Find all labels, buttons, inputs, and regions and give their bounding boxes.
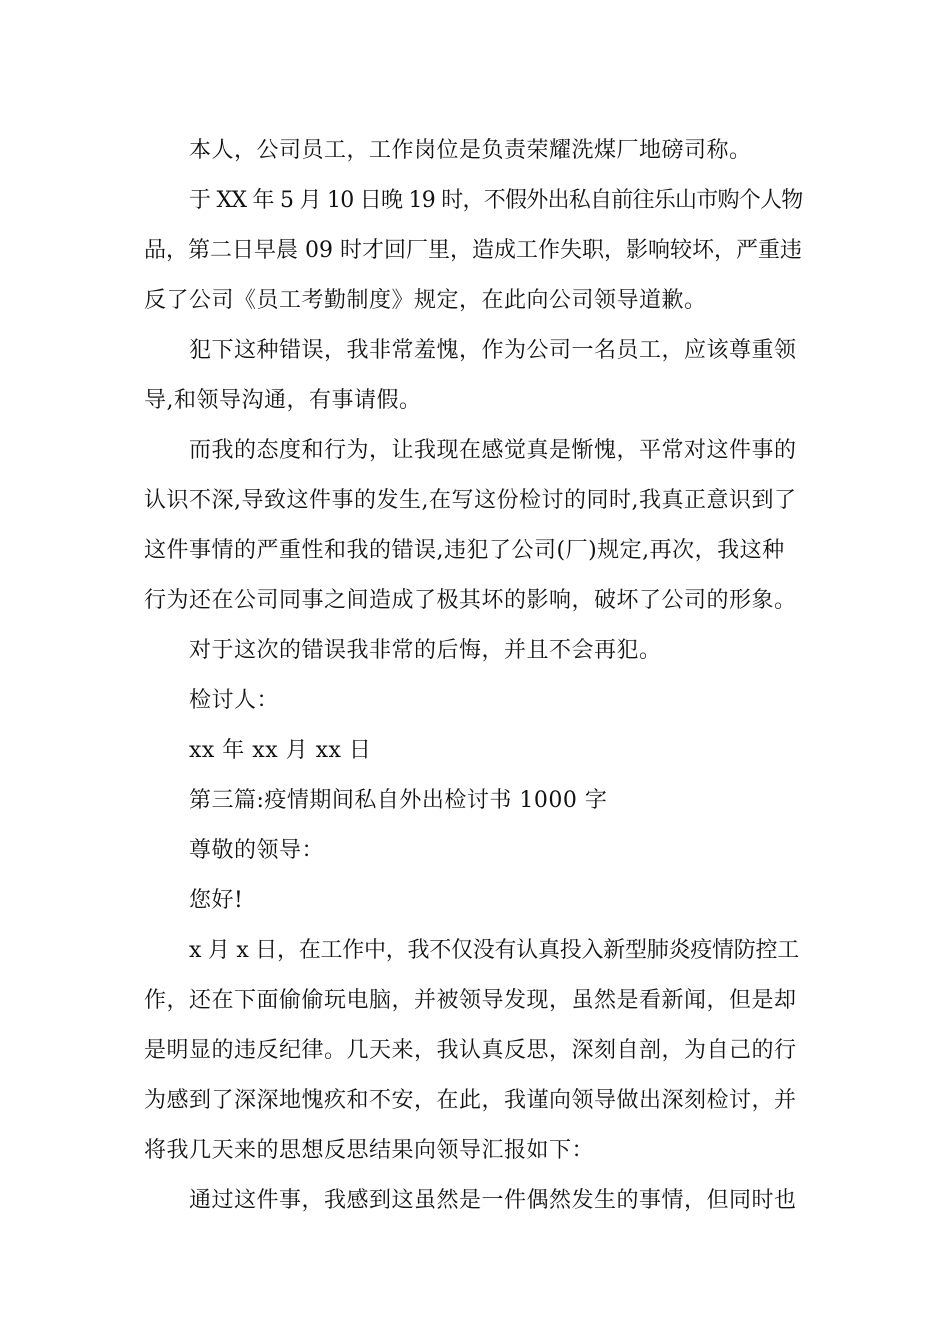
salutation: 尊敬的领导： [189,838,325,863]
signature-label: 检讨人： [189,688,280,713]
text-line: 本人，公司员工，工作岗位是负责荣耀洗煤厂地磅司称。 [189,138,752,163]
date-line: xx 年 xx 月 xx 日 [189,738,372,763]
text-line: 于 XX 年 5 月 10 日晚 19 时，不假外出私自前往乐山市购个人物 [189,188,803,213]
text-line: x 月 x 日，在工作中，我不仅没有认真投入新型肺炎疫情防控工 [189,938,800,963]
text-line: 犯下这种错误，我非常羞愧，作为公司一名员工，应该尊重领 [189,338,797,363]
text-line: 认识不深,导致这件事的发生,在写这份检讨的同时,我真正意识到了 [144,488,797,513]
text-line: 而我的态度和行为，让我现在感觉真是惭愧，平常对这件事的 [189,438,797,463]
text-line: 对于这次的错误我非常的后悔，并且不会再犯。 [189,638,662,663]
text-line: 作，还在下面偷偷玩电脑，并被领导发现，虽然是看新闻，但是却 [144,988,797,1013]
text-line: 这件事情的严重性和我的错误,违犯了公司(厂)规定,再次，我这种 [144,538,785,563]
text-line: 行为还在公司同事之间造成了极其坏的影响，破坏了公司的形象。 [144,588,797,613]
text-line: 将我几天来的思想反思结果向领导汇报如下： [144,1138,595,1163]
text-line: 导,和领导沟通，有事请假。 [144,388,422,413]
text-line: 是明显的违反纪律。几天来，我认真反思，深刻自剖，为自己的行 [144,1038,797,1063]
text-line: 为感到了深深地愧疚和不安，在此，我谨向领导做出深刻检讨，并 [144,1088,797,1113]
greeting: 您好! [189,888,244,913]
text-line: 反了公司《员工考勤制度》规定，在此向公司领导道歉。 [144,288,707,313]
text-line: 通过这件事，我感到这虽然是一件偶然发生的事情，但同时也 [189,1188,797,1213]
text-line: 品，第二日早晨 09 时才回厂里，造成工作失职，影响较坏，严重违 [144,238,802,263]
section-heading: 第三篇:疫情期间私自外出检讨书 1000 字 [189,788,608,813]
